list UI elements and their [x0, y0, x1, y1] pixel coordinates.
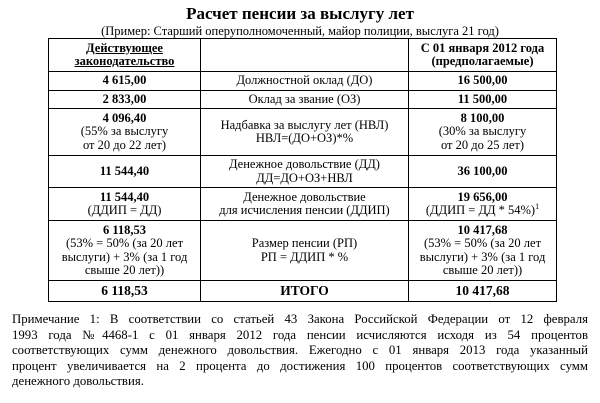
footnote-line: процент увеличивается на 2 процента до достижения 100 процентов соответствующих сумм — [12, 358, 588, 373]
cell-line: Надбавка за выслугу лет (НВЛ) — [220, 117, 389, 132]
cell-line: Должностной оклад (ДО) — [236, 73, 373, 88]
total-left: 6 118,53 — [49, 281, 201, 302]
cell-line: 10 417,68 — [457, 222, 508, 237]
cell-line: 6 118,53 — [102, 222, 147, 237]
header-current-law — [49, 39, 201, 72]
cell-right — [409, 221, 557, 281]
cell-left — [49, 72, 201, 91]
cell-left — [49, 91, 201, 109]
header-middle-empty — [201, 39, 409, 72]
header-left-line: законодательство — [74, 54, 175, 68]
page-title: Расчет пенсии за выслугу лет — [186, 4, 414, 23]
cell-line: Оклад за звание (ОЗ) — [248, 91, 361, 106]
cell-line: выслуги) + 3% (за 1 год — [61, 249, 188, 264]
table-row — [49, 188, 557, 221]
cell-line — [411, 201, 554, 218]
total-right: 10 417,68 — [409, 281, 557, 302]
cell-line: от 20 до 22 лет) — [82, 137, 167, 152]
cell-line: 11 544,40 — [99, 189, 150, 204]
table-header-row — [49, 39, 557, 72]
cell-line: для исчисления пенсии (ДДИП) — [219, 203, 390, 217]
cell-middle — [201, 221, 409, 281]
cell-line: 11 500,00 — [457, 91, 508, 106]
footnote-line: Примечание 1: В соответствии со статьей 43 Закона Российской Федерации от 12 февраля — [12, 312, 588, 326]
header-right-line: С 01 января 2012 года — [420, 40, 545, 55]
cell-left — [49, 221, 201, 281]
cell-line: 4 615,00 — [102, 73, 147, 88]
header-from-2012 — [409, 39, 557, 72]
cell-right — [409, 188, 557, 221]
cell-line: 36 100,00 — [457, 163, 508, 178]
cell-left — [49, 156, 201, 188]
cell-line: РП = ДДИП * % — [260, 249, 349, 264]
cell-line: (53% = 50% (за 20 лет — [65, 236, 184, 250]
header-left-line: Действующее — [86, 40, 163, 55]
cell-line: выслуги) + 3% (за 1 год — [419, 249, 546, 264]
cell-line: 8 100,00 — [460, 110, 505, 125]
cell-line: (30% за выслугу — [438, 124, 527, 139]
cell-line: 16 500,00 — [457, 73, 508, 88]
cell-line: 2 833,00 — [102, 91, 147, 106]
cell-left — [49, 109, 201, 156]
footnote-line: соответствующих сумм денежного довольствия. Ежегодно с 01 января 2013 года указанный — [12, 343, 588, 357]
cell-line: (55% за выслугу — [80, 124, 169, 139]
footnote — [12, 312, 588, 390]
cell-line: свыше 20 лет)) — [442, 263, 523, 277]
pension-table — [48, 38, 557, 302]
cell-line: НВЛ=(ДО+ОЗ)*% — [255, 131, 354, 145]
footnote-line: 1993 года №4468-1 с 01 января 2012 года пенсии исчисляются исходя из 54 процентов — [12, 327, 588, 342]
page-subtitle: (Пример: Старший оперуполномоченный, майор полиции, выслуга 21 год) — [101, 24, 499, 38]
cell-line: 11 544,40 — [99, 163, 150, 178]
table-row — [49, 221, 557, 281]
table-total-row — [49, 281, 557, 302]
cell-line: Денежное довольствие — [243, 189, 366, 204]
header-right-line: (предполагаемые) — [431, 54, 534, 68]
cell-line: ДД=ДО+ОЗ+НВЛ — [256, 170, 353, 185]
footnote-mark: 1 — [535, 201, 540, 211]
cell-text: (ДДИП = ДД * 54%) — [425, 203, 536, 217]
table-row — [49, 109, 557, 156]
cell-line: (53% = 50% (за 20 лет — [423, 236, 542, 250]
cell-left — [49, 188, 201, 221]
cell-right — [409, 109, 557, 156]
cell-middle — [201, 72, 409, 91]
cell-middle — [201, 188, 409, 221]
cell-line: Размер пенсии (РП) — [251, 236, 358, 250]
cell-line: 4 096,40 — [102, 110, 147, 125]
table-row — [49, 156, 557, 188]
cell-middle — [201, 91, 409, 109]
cell-right — [409, 91, 557, 109]
total-label: ИТОГО — [201, 281, 409, 302]
cell-line: свыше 20 лет)) — [84, 263, 165, 277]
footnote-line: денежного довольствия. — [12, 374, 144, 388]
cell-line: (ДДИП = ДД) — [87, 203, 162, 217]
cell-middle — [201, 109, 409, 156]
cell-right — [409, 72, 557, 91]
cell-middle — [201, 156, 409, 188]
cell-line: Денежное довольствие (ДД) — [229, 157, 380, 171]
table-row — [49, 91, 557, 109]
cell-right — [409, 156, 557, 188]
table-row — [49, 72, 557, 91]
cell-line: 19 656,00 — [457, 189, 508, 204]
cell-line: от 20 до 25 лет) — [440, 137, 525, 152]
